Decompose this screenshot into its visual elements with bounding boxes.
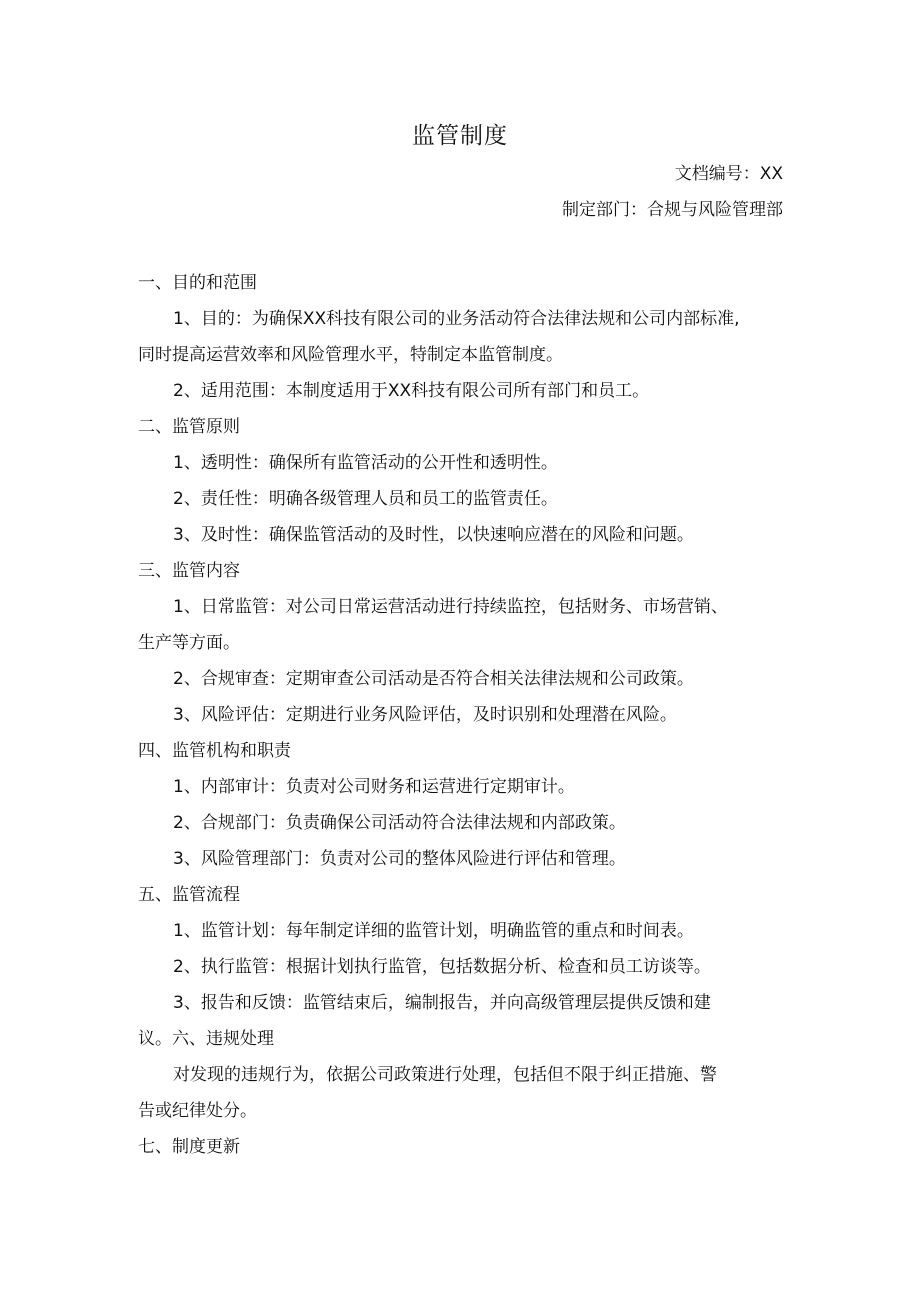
paragraph-violations: 对发现的违规行为，依据公司政策进行处理，包括但不限于纠正措施、警 [173, 1065, 717, 1085]
paragraph-purpose-continued: 同时提高运营效率和风险管理水平，特制定本监管制度。 [138, 345, 563, 365]
section-heading-purpose-scope: 一、目的和范围 [138, 273, 257, 293]
section-heading-organization: 四、监管机构和职责 [138, 741, 291, 761]
document-title: 监管制度 [412, 123, 508, 149]
section-heading-principles: 二、监管原则 [138, 417, 240, 437]
paragraph-risk-department: 3、风险管理部门：负责对公司的整体风险进行评估和管理。 [173, 849, 626, 869]
paragraph-transparency: 1、透明性：确保所有监管活动的公开性和透明性。 [173, 453, 558, 473]
paragraph-timeliness: 3、及时性：确保监管活动的及时性，以快速响应潜在的风险和问题。 [173, 525, 694, 545]
paragraph-compliance-department: 2、合规部门：负责确保公司活动符合法律法规和内部政策。 [173, 813, 626, 833]
document-number: 文档编号：XX [674, 164, 783, 184]
issuing-department: 制定部门：合规与风险管理部 [562, 200, 783, 220]
section-heading-updates: 七、制度更新 [138, 1137, 240, 1157]
paragraph-purpose: 1、目的：为确保XX科技有限公司的业务活动符合法律法规和公司内部标准, [173, 309, 740, 329]
paragraph-execution: 2、执行监管：根据计划执行监管，包括数据分析、检查和员工访谈等。 [173, 957, 711, 977]
paragraph-accountability: 2、责任性：明确各级管理人员和员工的监管责任。 [173, 489, 558, 509]
paragraph-reporting-continued: 议。六、违规处理 [138, 1029, 274, 1049]
paragraph-risk-assessment: 3、风险评估：定期进行业务风险评估，及时识别和处理潜在风险。 [173, 705, 677, 725]
paragraph-daily-supervision-continued: 生产等方面。 [138, 633, 240, 653]
paragraph-scope: 2、适用范围：本制度适用于XX科技有限公司所有部门和员工。 [173, 381, 650, 401]
paragraph-daily-supervision: 1、日常监管：对公司日常运营活动进行持续监控，包括财务、市场营销、 [173, 597, 728, 617]
section-heading-content: 三、监管内容 [138, 561, 240, 581]
paragraph-violations-continued: 告或纪律处分。 [138, 1101, 257, 1121]
paragraph-reporting: 3、报告和反馈：监管结束后，编制报告，并向高级管理层提供反馈和建 [173, 993, 711, 1013]
paragraph-supervision-plan: 1、监管计划：每年制定详细的监管计划，明确监管的重点和时间表。 [173, 921, 694, 941]
paragraph-compliance-review: 2、合规审查：定期审查公司活动是否符合相关法律法规和公司政策。 [173, 669, 694, 689]
paragraph-internal-audit: 1、内部审计：负责对公司财务和运营进行定期审计。 [173, 777, 575, 797]
section-heading-process: 五、监管流程 [138, 885, 240, 905]
